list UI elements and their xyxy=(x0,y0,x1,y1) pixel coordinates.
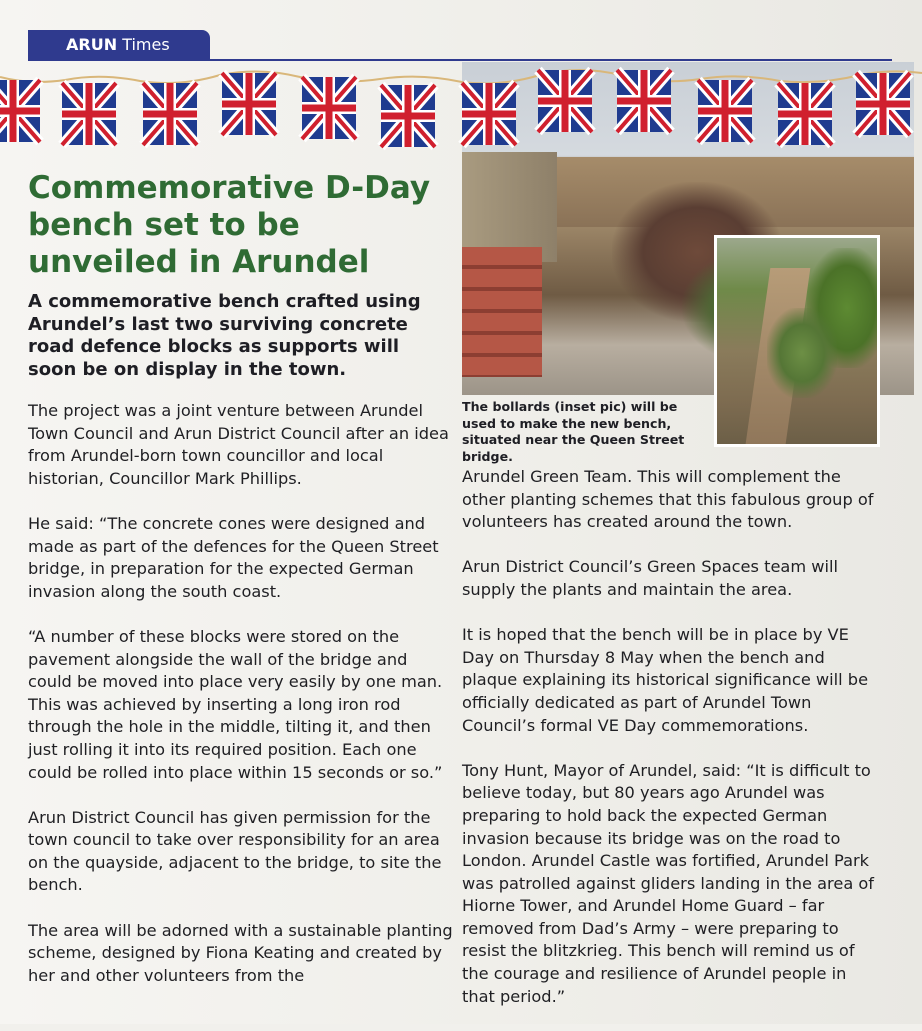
flag-icon xyxy=(302,77,356,139)
flag-icon xyxy=(538,70,592,132)
union-jack-bunting xyxy=(0,55,922,175)
flag-icon xyxy=(222,73,276,135)
paragraph: The area will be adorned with a sustainable planting scheme, designed by Fiona Keating and created by her and other volunteers from the xyxy=(28,920,453,985)
paragraph: Tony Hunt, Mayor of Arundel, said: “It is difficult to believe today, but 80 years ago Arundel was preparing to hold back the expected German invasion because its bridge was on the road to London. Arundel Castle was fortified, Arundel Park was patrolled against gliders landing in the area of Hiorne Tower, and Arundel Home Guard – far removed from Dad’s Army – were preparing to resist the blitzkrieg. This bench will remind us of the courage and resilience of Arundel people in that period.” xyxy=(462,760,874,1006)
flag-icon xyxy=(462,83,516,145)
flag-icon xyxy=(778,83,832,145)
flag-icon xyxy=(0,80,40,142)
bollard-overgrown xyxy=(767,308,837,398)
masthead-section: Times xyxy=(122,35,170,54)
flag-icon xyxy=(698,80,752,142)
paragraph: Arundel Green Team. This will complement the other planting schemes that this fabulous group of volunteers has created around the town. xyxy=(462,467,874,532)
headline: Commemorative D-Day bench set to be unveiled in Arundel xyxy=(28,170,431,280)
paragraph: It is hoped that the bench will be in place by VE Day on Thursday 8 May when the bench and plaque explaining its historical significance will be officially dedicated as part of Arundel Town Council’s formal VE Day commemorations. xyxy=(462,625,869,735)
left-column xyxy=(28,400,453,1010)
paragraph: “A number of these blocks were stored on the pavement alongside the wall of the bridge and could be moved into place very easily by one man. This was achieved by inserting a long iron rod through the hole in the middle, tilting it, and then just rolling it into its required position. Each one could be rolled into place within 15 seconds or so.” xyxy=(28,626,443,782)
right-column xyxy=(462,466,882,1031)
paragraph: Arun District Council’s Green Spaces team will supply the plants and maintain the area. xyxy=(462,557,838,599)
flag-icon xyxy=(143,83,197,145)
flag-icon xyxy=(617,70,671,132)
paragraph: He said: “The concrete cones were designed and made as part of the defences for the Queen Street bridge, in preparation for the expected German invasion along the south coast. xyxy=(28,513,439,601)
paragraph: Arun District Council has given permission for the town council to take over responsibility for an area on the quayside, adjacent to the bridge, to site the bench. xyxy=(28,807,442,895)
photo-caption: The bollards (inset pic) will be used to make the new bench, situated near the Queen Street bridge. xyxy=(462,399,685,464)
flag-icon xyxy=(62,83,116,145)
paragraph: The project was a joint venture between Arundel Town Council and Arun District Council after an idea from Arundel-born town councillor and local historian, Councillor Mark Phillips. xyxy=(28,401,449,488)
flag-icon xyxy=(381,85,435,147)
brick-steps xyxy=(462,247,542,377)
standfirst: A commemorative bench crafted using Arundel’s last two surviving concrete road defence blocks as supports will soon be on display in the town. xyxy=(28,291,421,380)
inset-photo-bollards xyxy=(714,235,880,447)
flag-icon xyxy=(856,73,910,135)
masthead-brand: ARUN xyxy=(66,35,118,54)
